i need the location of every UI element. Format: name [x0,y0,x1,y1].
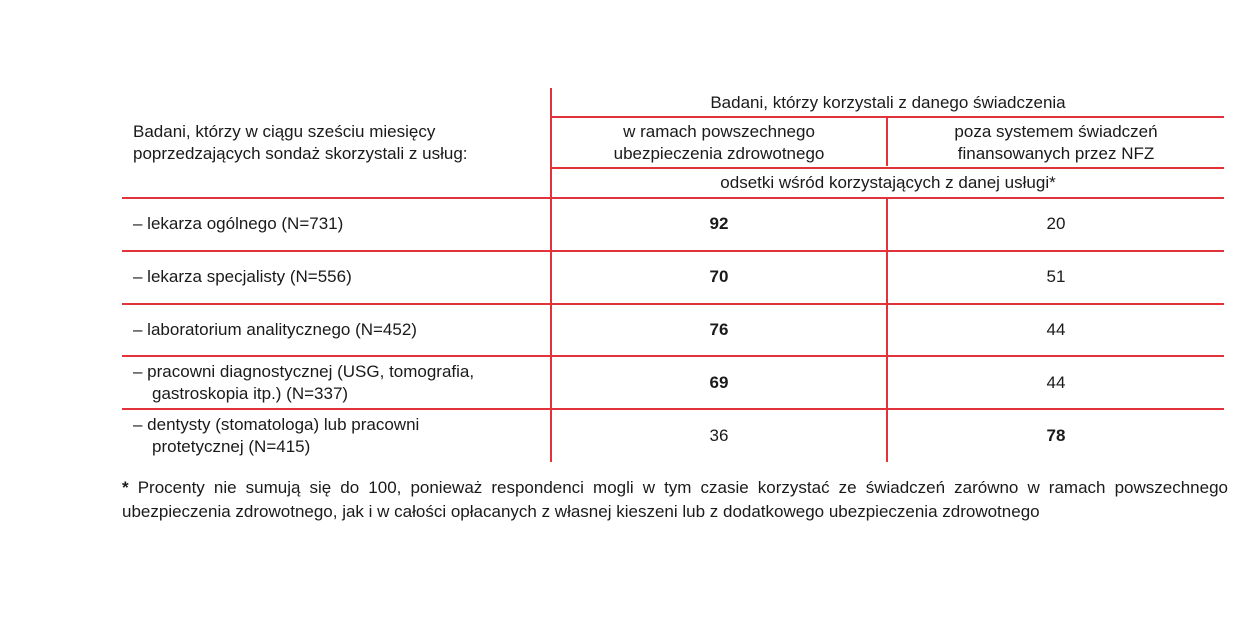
cell-value: 44 [1046,373,1066,392]
row-header-label-line-1: Badani, którzy w ciągu sześciu miesięcy [133,122,436,141]
cell-value: 20 [1046,214,1066,233]
cell-value: 76 [709,320,729,339]
row-label-laboratory: – laboratorium analitycznego (N=452) [133,320,417,339]
row-label-dentist-line-2: protetycznej (N=415) [152,437,311,456]
header-rule-1 [550,116,1224,118]
cell-value: 36 [709,426,729,445]
header-rule-3 [122,197,1224,199]
cell-value: 69 [709,373,729,392]
row-label-specialist: – lekarza specjalisty (N=556) [133,267,352,286]
group-header: Badani, którzy korzystali z danego świadczenia [710,93,1066,112]
row-rule-1 [122,250,1224,252]
row-label-general-practitioner: – lekarza ogólnego (N=731) [133,214,344,233]
row-label-diagnostics-line-1: – pracowni diagnostycznej (USG, tomografia, [133,362,475,381]
header-rule-2 [550,167,1224,169]
cell-value: 92 [709,214,729,233]
footnote [122,476,1228,524]
cell-value: 78 [1046,426,1066,445]
footnote-marker: * [122,478,129,497]
subheader-percent-note: odsetki wśród korzystających z danej usługi* [720,173,1056,192]
row-rule-2 [122,303,1224,305]
column-header-private-line-2: finansowanych przez NFZ [957,144,1155,163]
column-header-private-line-1: poza systemem świadczeń [954,122,1158,141]
row-label-diagnostics-line-2: gastroskopia itp.) (N=337) [152,384,349,403]
footnote-text: Procenty nie sumują się do 100, ponieważ respondenci mogli w tym czasie korzystać ze świadczeń zarówno w ramach powszechnego ubezpieczenia zdrowotnego, jak i w całości opłacanych z własnej kieszeni lub z dodatkowego ubezpieczenia zdrowotnego [122,478,1228,521]
row-label-dentist-line-1: – dentysty (stomatologa) lub pracowni [133,415,420,434]
row-header-label-line-2: poprzedzających sondaż skorzystali z usług: [133,144,468,163]
column-header-nfz-line-1: w ramach powszechnego [623,122,815,141]
row-rule-4 [122,408,1224,410]
cell-value: 44 [1046,320,1066,339]
cell-value: 70 [709,267,729,286]
cell-value: 51 [1046,267,1066,286]
column-header-nfz-line-2: ubezpieczenia zdrowotnego [613,144,825,163]
row-rule-3 [122,355,1224,357]
